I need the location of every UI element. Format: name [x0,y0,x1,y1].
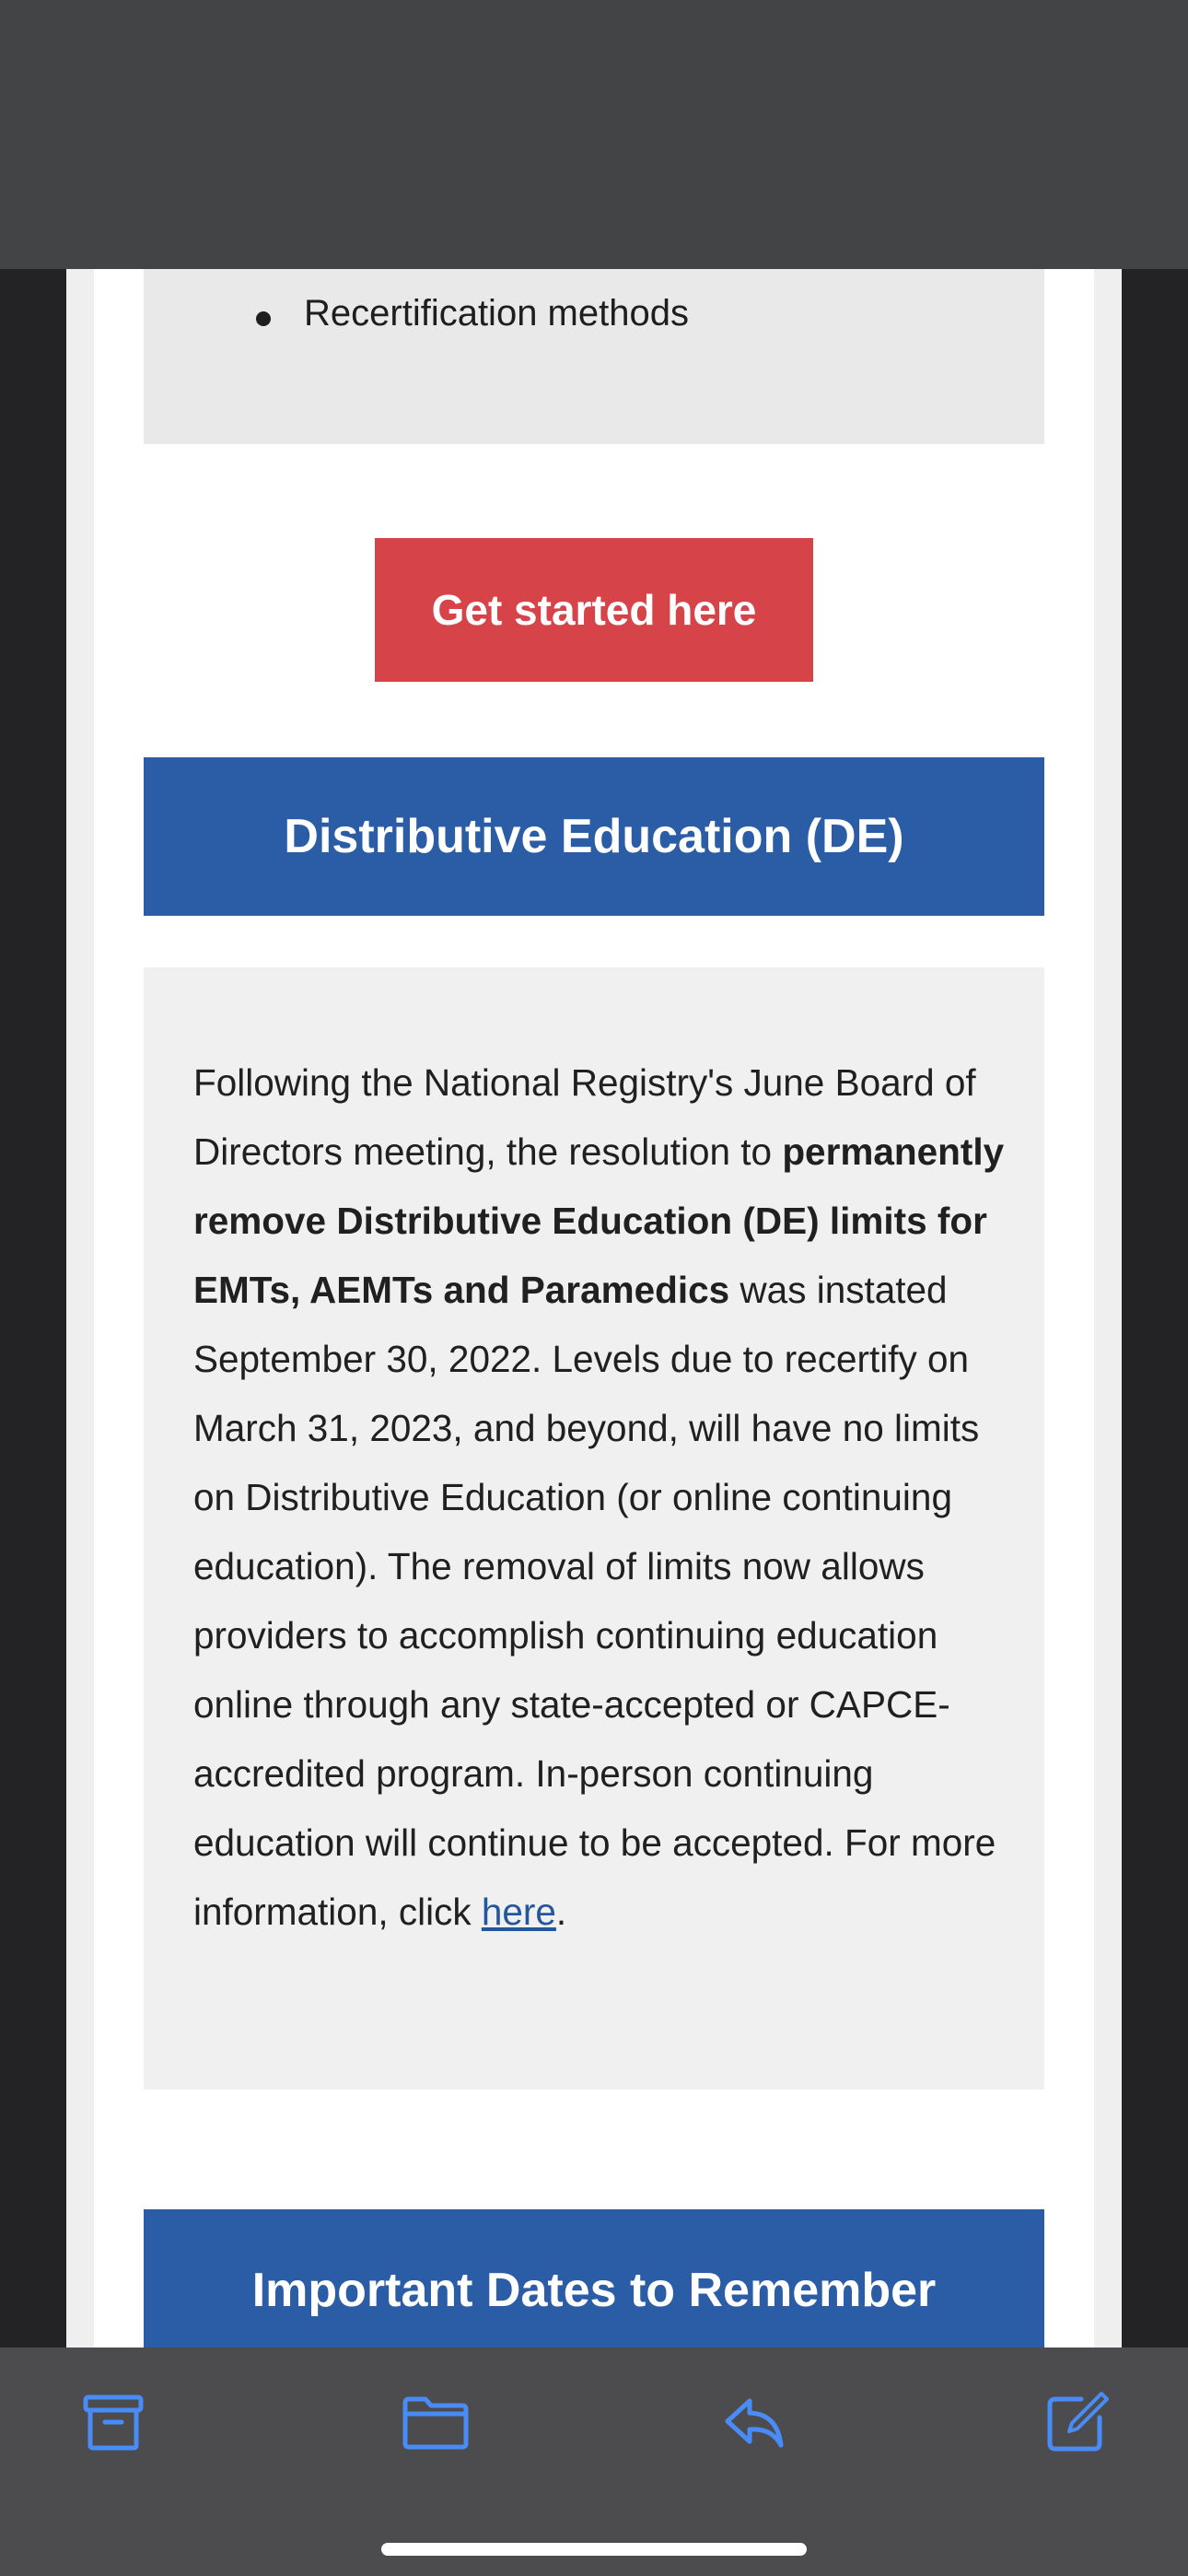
de-body-bold: permanently remove Distributive Education (DE) limits for EMTs, AEMTs and Paramedics [193,1130,1005,1311]
bullet-icon [256,311,271,326]
compose-icon[interactable] [1044,2390,1109,2454]
top-bar [0,0,1188,269]
de-body-intro: Following the National Registry's June Board of Directors meeting, the resolution to [193,1061,976,1173]
de-section-heading: Distributive Education (DE) [144,757,1044,916]
folder-icon[interactable] [402,2390,470,2454]
more-info-link[interactable]: here [481,1891,556,1933]
de-body-text [193,1048,1022,1947]
de-body-end: . [555,1891,567,1933]
bottom-toolbar [0,2348,1188,2576]
home-indicator[interactable] [381,2543,807,2556]
reply-icon[interactable] [722,2390,786,2454]
list-item: Recertification methods [304,293,689,334]
get-started-button[interactable]: Get started here [375,538,813,682]
important-dates-heading: Important Dates to Remember [144,2209,1044,2348]
archive-icon[interactable] [81,2390,146,2454]
de-body-rest: was instated September 30, 2022. Levels due to recertify on March 31, 2023, and beyond, will have no limits on Distributive Education (or online continuing education). The removal of limits now allows providers to accomplish continuing education online through any state-accepted or CAPCE-accredited program. In-person continuing education will continue to be accepted. For more information, click [193,1269,996,1933]
